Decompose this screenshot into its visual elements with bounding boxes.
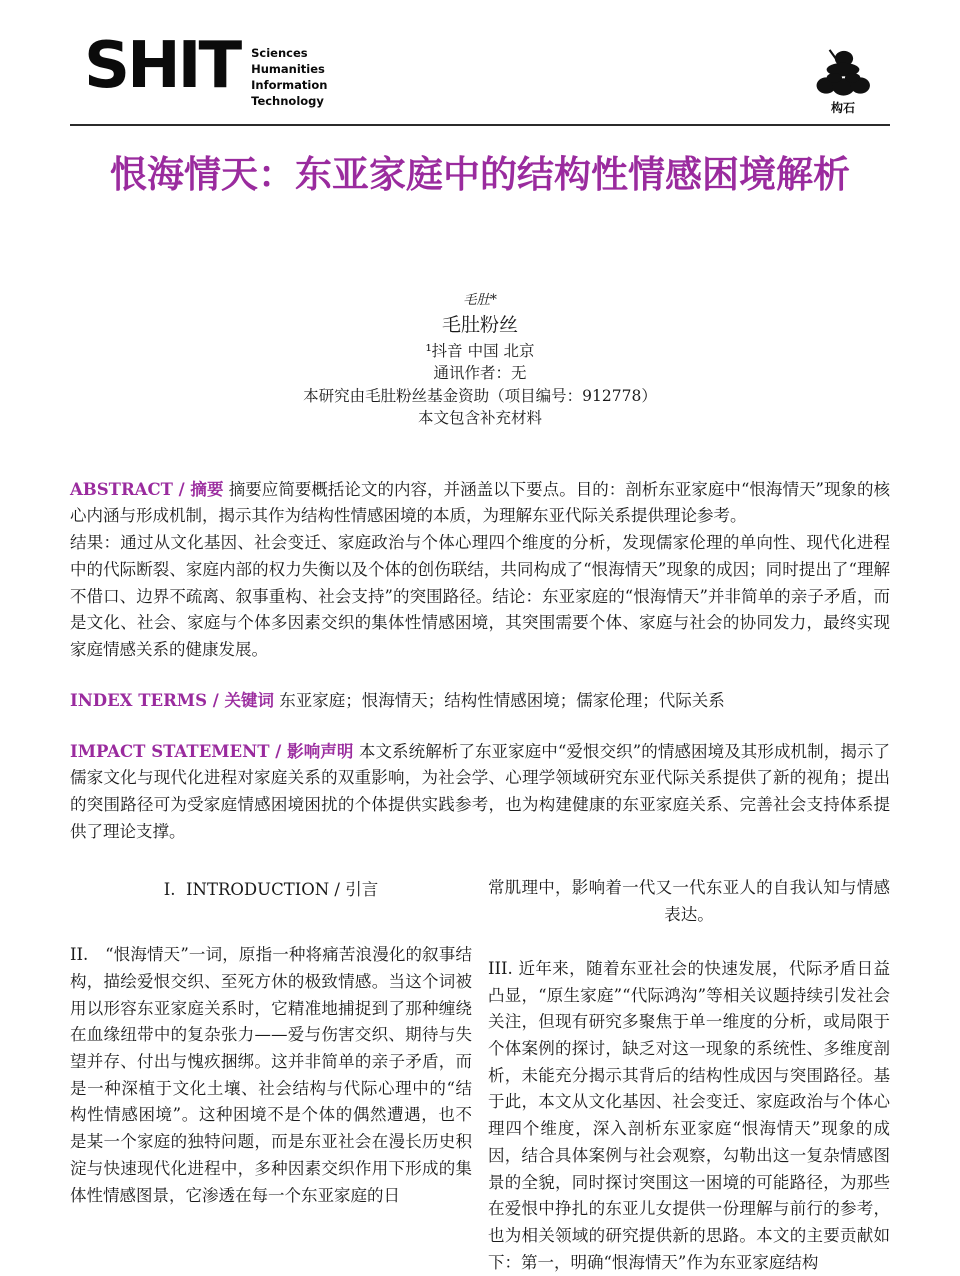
index-terms-text: 东亚家庭；恨海情天；结构性情感困境；儒家伦理；代际关系 bbox=[279, 690, 725, 710]
journal-masthead bbox=[70, 29, 890, 122]
abstract-text-2: 结果：通过从文化基因、社会变迁、家庭政治与个体心理四个维度的分析，发现儒家伦理的单向性、现代化进程中的代际断裂、家庭内部的权力失衡以及个体的创伤联结，共同构成了“恨海情天”现象的成因；同时提出了“理解不借口、边界不疏离、叙事重构、社会支持”的突围路径。结论：东亚家庭的“恨海情天”并非简单的亲子矛盾，而是文化、社会、家庭与个体多因素交织的集体性情感困境，其突围需要个体、家庭与社会的协同发力，最终实现家庭情感关系的健康发展。 bbox=[70, 533, 890, 660]
index-terms-label: INDEX TERMS / 关键词 bbox=[70, 690, 274, 710]
abstract-label: ABSTRACT / 摘要 bbox=[70, 479, 224, 499]
right-column bbox=[488, 875, 890, 1276]
paper-title: 恨海情天：东亚家庭中的结构性情感困境解析 bbox=[110, 153, 850, 196]
introduction-paragraph-continuation: 常肌理中，影响着一代又一代东亚人的自我认知与情感表达。 bbox=[488, 878, 890, 925]
introduction-section bbox=[70, 875, 890, 1276]
impact-statement-text: 本文系统解析了东亚家庭中“爱恨交织”的情感困境及其形成机制，揭示了儒家文化与现代化进程对家庭关系的双重影响，为社会学、心理学领域研究东亚代际关系提供了新的视角；提出的突围路径可为受家庭情感困境困扰的个体提供实践参考，也为构建健康的东亚家庭关系、完善社会支持体系提供了理论支撑。 bbox=[70, 741, 890, 841]
logo-subtitle-line: Sciences bbox=[251, 46, 308, 60]
stone-stack-icon bbox=[814, 48, 872, 98]
header-divider bbox=[70, 124, 890, 126]
index-terms-section bbox=[70, 688, 890, 715]
publisher-mark bbox=[804, 48, 882, 116]
abstract-text-1: 摘要应简要概括论文的内容，并涵盖以下要点。目的：剖析东亚家庭中“恨海情天”现象的核心内涵与形成机制，揭示其作为结构性情感困境的本质，为理解东亚代际关系提供理论参考。 bbox=[70, 479, 891, 526]
logo-subtitle-line: Humanities bbox=[251, 62, 325, 77]
journal-logo-subtitle bbox=[251, 36, 327, 109]
logo-subtitle-line: Technology bbox=[251, 94, 324, 109]
logo-subtitle-line: Information bbox=[251, 78, 328, 93]
abstract-section bbox=[70, 477, 890, 530]
introduction-heading: I. INTRODUCTION / 引言 bbox=[163, 880, 379, 900]
journal-logo bbox=[84, 29, 328, 109]
journal-logo-text: SHIT bbox=[84, 29, 240, 103]
author-short-name: 毛肚* bbox=[463, 292, 497, 309]
funding-line: 本研究由毛肚粉丝基金资助（项目编号：912778） bbox=[303, 386, 657, 405]
author-full-name: 毛肚粉丝 bbox=[441, 313, 518, 336]
introduction-paragraph-right: III. 近年来，随着东亚社会的快速发展，代际矛盾日益凸显，“原生家庭”“代际鸿沟”等相关议题持续引发社会关注，但现有研究多聚焦于单一维度的分析，或局限于个体案例的探讨，缺乏对这一现象的系统性、多维度剖析，未能充分揭示其背后的结构性成因与突围路径。基于此，本文从文化基因、社会变迁、家庭政治与个体心理四个维度，深入剖析东亚家庭“恨海情天”现象的成因，结合具体案例与社会观察，勾勒出这一复杂情感图景的全貌，同时探讨突围这一困境的可能路径，为那些在爱恨中挣扎的东亚儿女提供一份理解与前行的参考，也为相关领域的研究提供新的思路。本文的主要贡献如下：第一，明确“恨海情天”作为东亚家庭结构 bbox=[488, 958, 890, 1272]
author-block bbox=[70, 294, 890, 427]
front-matter bbox=[70, 477, 890, 846]
introduction-paragraph-left: II. “恨海情天”一词，原指一种将痛苦浪漫化的叙事结构，描绘爱恨交织、至死方休的极致情感。当这个词被用以形容东亚家庭关系时，它精准地捕捉到了那种缠绕在血缘纽带中的复杂张力——爱与伤害交织、期待与失望并存、付出与愧疚捆绑。这并非简单的亲子矛盾，而是一种深植于文化土壤、社会结构与代际心理中的“结构性情感困境”。这种困境不是个体的偶然遭遇，也不是某一个家庭的独特问题，而是东亚社会在漫长历史积淀与快速现代化进程中，多种因素交织作用下形成的集体性情感图景，它渗透在每一个东亚家庭的日 bbox=[70, 945, 472, 1205]
left-column bbox=[70, 875, 472, 1276]
author-affiliation: ¹抖音 中国 北京 bbox=[425, 341, 535, 360]
impact-statement-label: IMPACT STATEMENT / 影响声明 bbox=[70, 741, 354, 761]
supplementary-line: 本文包含补充材料 bbox=[417, 409, 542, 428]
publisher-mark-label: 构石 bbox=[830, 101, 855, 115]
corresponding-author-line: 通讯作者：无 bbox=[433, 364, 527, 383]
impact-statement-section bbox=[70, 739, 890, 846]
